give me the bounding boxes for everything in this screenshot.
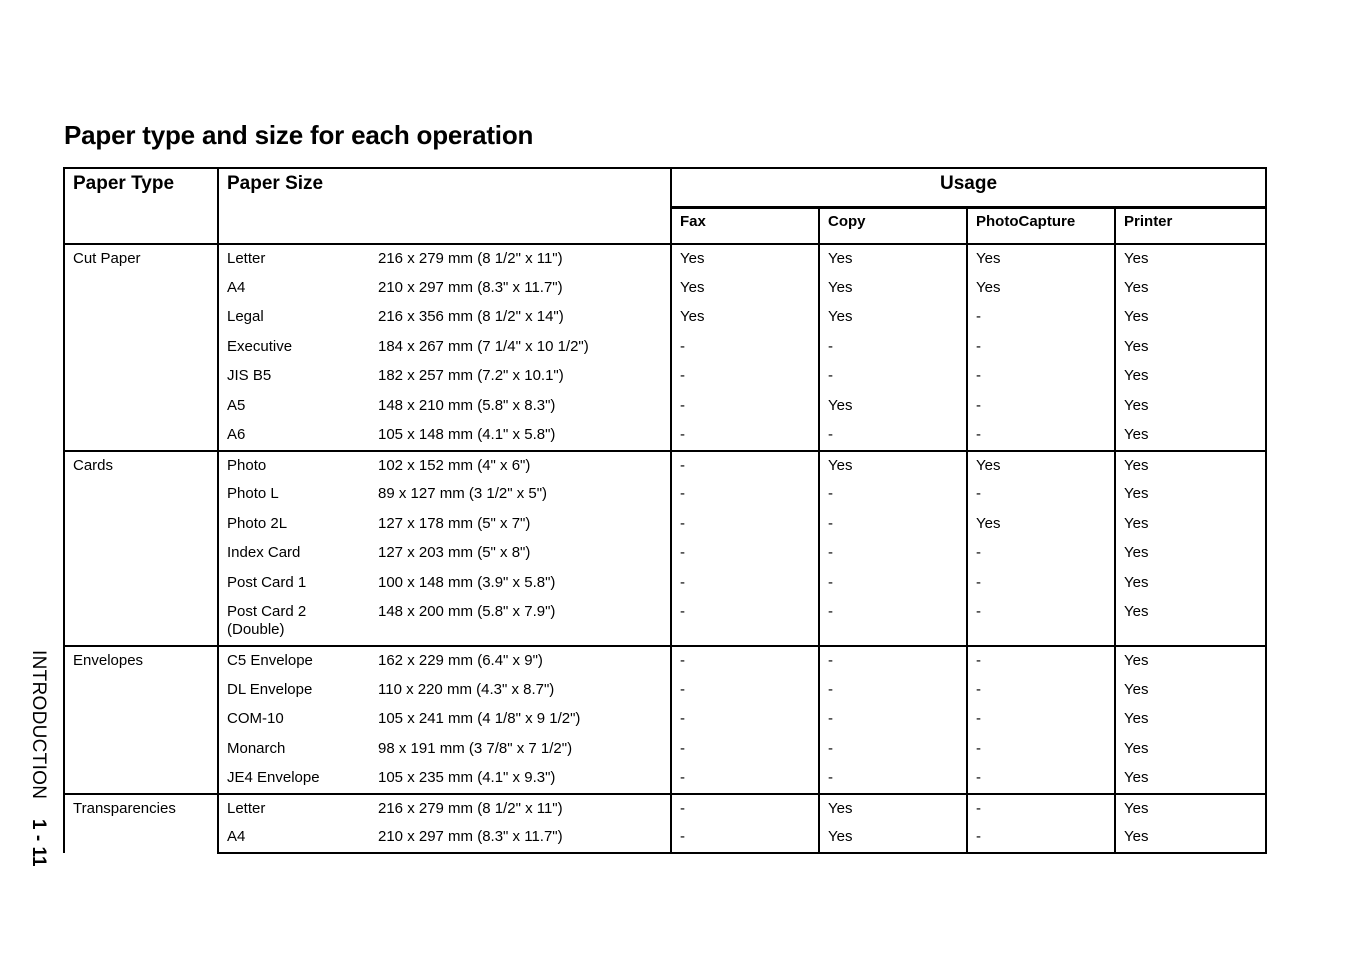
paper-dimensions-cell: 105 x 235 mm (4.1" x 9.3") [378,764,671,794]
fax-cell: - [671,451,819,481]
paper-type-cell: Cards [64,451,218,647]
printer-cell: Yes [1115,794,1266,824]
table-row [64,362,1266,392]
copy-cell: Yes [819,244,967,274]
paper-name: Letter [227,799,266,817]
table-row [64,303,1266,333]
fax-cell: - [671,705,819,735]
paper-dimensions-cell: 102 x 152 mm (4" x 6") [378,451,671,481]
copy-cell: - [819,421,967,451]
printer-cell: Yes [1115,764,1266,794]
photocapture-cell: - [967,480,1115,510]
paper-dimensions-cell: 210 x 297 mm (8.3" x 11.7") [378,823,671,853]
paper-dimensions-cell: 105 x 241 mm (4 1/8" x 9 1/2") [378,705,671,735]
paper-dimensions-cell: 89 x 127 mm (3 1/2" x 5") [378,480,671,510]
paper-name-note: (Double) [227,621,285,638]
paper-dimensions-cell: 105 x 148 mm (4.1" x 5.8") [378,421,671,451]
section-name: INTRODUCTION [28,650,49,800]
table-row [64,480,1266,510]
photocapture-cell: - [967,362,1115,392]
paper-dimensions-cell: 98 x 191 mm (3 7/8" x 7 1/2") [378,735,671,765]
fax-cell: - [671,421,819,451]
paper-name-cell [218,646,378,676]
header-paper-type: Paper Type [64,168,218,244]
header-copy: Copy [819,208,967,245]
paper-name: Legal [227,308,264,325]
table-row [64,392,1266,422]
paper-name-cell [218,392,378,422]
paper-dimensions-cell: 100 x 148 mm (3.9" x 5.8") [378,569,671,599]
table-row [64,598,1266,646]
fax-cell: - [671,794,819,824]
photocapture-cell: Yes [967,510,1115,540]
paper-name: Photo L [227,485,279,502]
fax-cell: - [671,539,819,569]
printer-cell: Yes [1115,274,1266,304]
printer-cell: Yes [1115,735,1266,765]
fax-cell: - [671,823,819,853]
page-number: 1 - 11 [28,818,49,867]
printer-cell: Yes [1115,823,1266,853]
printer-cell: Yes [1115,676,1266,706]
fax-cell: - [671,362,819,392]
paper-name: Monarch [227,739,286,757]
side-label [28,650,48,866]
paper-name-cell [218,362,378,392]
photocapture-cell: - [967,421,1115,451]
paper-type-cell: Cut Paper [64,244,218,451]
paper-table [63,167,1267,854]
printer-cell: Yes [1115,421,1266,451]
paper-name: Photo 2L [227,514,288,532]
paper-name: Post Card 1 [227,573,307,591]
copy-cell: - [819,676,967,706]
copy-cell: Yes [819,794,967,824]
table-row [64,421,1266,451]
photocapture-cell: - [967,569,1115,599]
paper-name: Executive [227,337,293,355]
fax-cell: - [671,569,819,599]
table-row [64,646,1266,676]
copy-cell: - [819,735,967,765]
fax-cell: - [671,646,819,676]
paper-name-cell [218,303,378,333]
photocapture-cell: - [967,823,1115,853]
printer-cell: Yes [1115,539,1266,569]
table-row [64,823,1266,853]
copy-cell: - [819,362,967,392]
printer-cell: Yes [1115,598,1266,646]
paper-name-cell [218,333,378,363]
paper-dimensions-cell: 184 x 267 mm (7 1/4" x 10 1/2") [378,333,671,363]
paper-name: A6 [227,426,246,443]
fax-cell: - [671,598,819,646]
paper-name-cell [218,764,378,794]
table-row [64,676,1266,706]
paper-name: Letter [227,250,266,267]
paper-name-cell [218,244,378,274]
fax-cell: - [671,735,819,765]
paper-name: JIS B5 [227,367,272,384]
paper-name-cell [218,598,378,646]
paper-dimensions-cell: 148 x 210 mm (5.8" x 8.3") [378,392,671,422]
paper-dimensions-cell: 216 x 356 mm (8 1/2" x 14") [378,303,671,333]
copy-cell: - [819,333,967,363]
fax-cell: Yes [671,274,819,304]
photocapture-cell: - [967,676,1115,706]
table-row [64,510,1266,540]
copy-cell: - [819,598,967,646]
paper-name-cell [218,823,378,853]
photocapture-cell: - [967,794,1115,824]
copy-cell: - [819,646,967,676]
fax-cell: - [671,764,819,794]
photocapture-cell: Yes [967,274,1115,304]
paper-dimensions-cell: 127 x 178 mm (5" x 7") [378,510,671,540]
paper-dimensions-cell: 210 x 297 mm (8.3" x 11.7") [378,274,671,304]
paper-name-cell [218,794,378,824]
paper-name-cell [218,421,378,451]
fax-cell: - [671,480,819,510]
table-row [64,794,1266,824]
paper-name-cell [218,676,378,706]
paper-name-cell [218,735,378,765]
printer-cell: Yes [1115,705,1266,735]
paper-name-cell [218,480,378,510]
fax-cell: - [671,676,819,706]
page-title: Paper type and size for each operation [64,120,534,150]
header-photocapture: PhotoCapture [967,208,1115,245]
photocapture-cell: - [967,705,1115,735]
fax-cell: - [671,333,819,363]
photocapture-cell: Yes [967,244,1115,274]
paper-name-cell [218,274,378,304]
paper-dimensions-cell: 127 x 203 mm (5" x 8") [378,539,671,569]
paper-dimensions-cell: 182 x 257 mm (7.2" x 10.1") [378,362,671,392]
paper-name-cell [218,569,378,599]
printer-cell: Yes [1115,333,1266,363]
copy-cell: Yes [819,451,967,481]
photocapture-cell: - [967,598,1115,646]
table-row [64,451,1266,481]
copy-cell: - [819,480,967,510]
fax-cell: Yes [671,244,819,274]
copy-cell: - [819,569,967,599]
copy-cell: - [819,539,967,569]
paper-dimensions-cell: 216 x 279 mm (8 1/2" x 11") [378,244,671,274]
paper-dimensions-cell: 148 x 200 mm (5.8" x 7.9") [378,598,671,646]
paper-name: DL Envelope [227,680,313,698]
paper-dimensions-cell: 216 x 279 mm (8 1/2" x 11") [378,794,671,824]
photocapture-cell: - [967,392,1115,422]
printer-cell: Yes [1115,392,1266,422]
header-paper-size: Paper Size [218,168,671,244]
printer-cell: Yes [1115,646,1266,676]
header-usage: Usage [671,168,1266,208]
photocapture-cell: - [967,764,1115,794]
paper-name: JE4 Envelope [227,769,320,786]
paper-dimensions-cell: 110 x 220 mm (4.3" x 8.7") [378,676,671,706]
paper-name: Index Card [227,544,301,561]
header-fax: Fax [671,208,819,245]
printer-cell: Yes [1115,569,1266,599]
fax-cell: - [671,392,819,422]
table-row [64,705,1266,735]
paper-type-cell: Envelopes [64,646,218,794]
header-printer: Printer [1115,208,1266,245]
paper-name: Post Card 2 [227,603,307,620]
printer-cell: Yes [1115,303,1266,333]
photocapture-cell: - [967,303,1115,333]
copy-cell: Yes [819,303,967,333]
paper-name: A4 [227,828,246,845]
paper-name-cell [218,539,378,569]
photocapture-cell: - [967,539,1115,569]
table-row [64,735,1266,765]
printer-cell: Yes [1115,480,1266,510]
printer-cell: Yes [1115,244,1266,274]
table-row [64,333,1266,363]
copy-cell: - [819,510,967,540]
copy-cell: Yes [819,823,967,853]
table-row [64,569,1266,599]
printer-cell: Yes [1115,510,1266,540]
table-row [64,244,1266,274]
paper-type-cell: Transparencies [64,794,218,853]
fax-cell: Yes [671,303,819,333]
paper-name: Photo [227,456,267,474]
photocapture-cell: - [967,333,1115,363]
paper-name-cell [218,451,378,481]
printer-cell: Yes [1115,451,1266,481]
copy-cell: Yes [819,392,967,422]
paper-name: A5 [227,396,246,414]
photocapture-cell: - [967,735,1115,765]
header-row-main [64,168,1266,208]
copy-cell: - [819,705,967,735]
copy-cell: Yes [819,274,967,304]
photocapture-cell: - [967,646,1115,676]
table-row [64,539,1266,569]
paper-name: C5 Envelope [227,652,313,669]
paper-name: A4 [227,278,246,296]
copy-cell: - [819,764,967,794]
paper-name-cell [218,705,378,735]
table-row [64,274,1266,304]
paper-name-cell [218,510,378,540]
table-row [64,764,1266,794]
fax-cell: - [671,510,819,540]
printer-cell: Yes [1115,362,1266,392]
paper-name: COM-10 [227,710,284,727]
paper-dimensions-cell: 162 x 229 mm (6.4" x 9") [378,646,671,676]
photocapture-cell: Yes [967,451,1115,481]
